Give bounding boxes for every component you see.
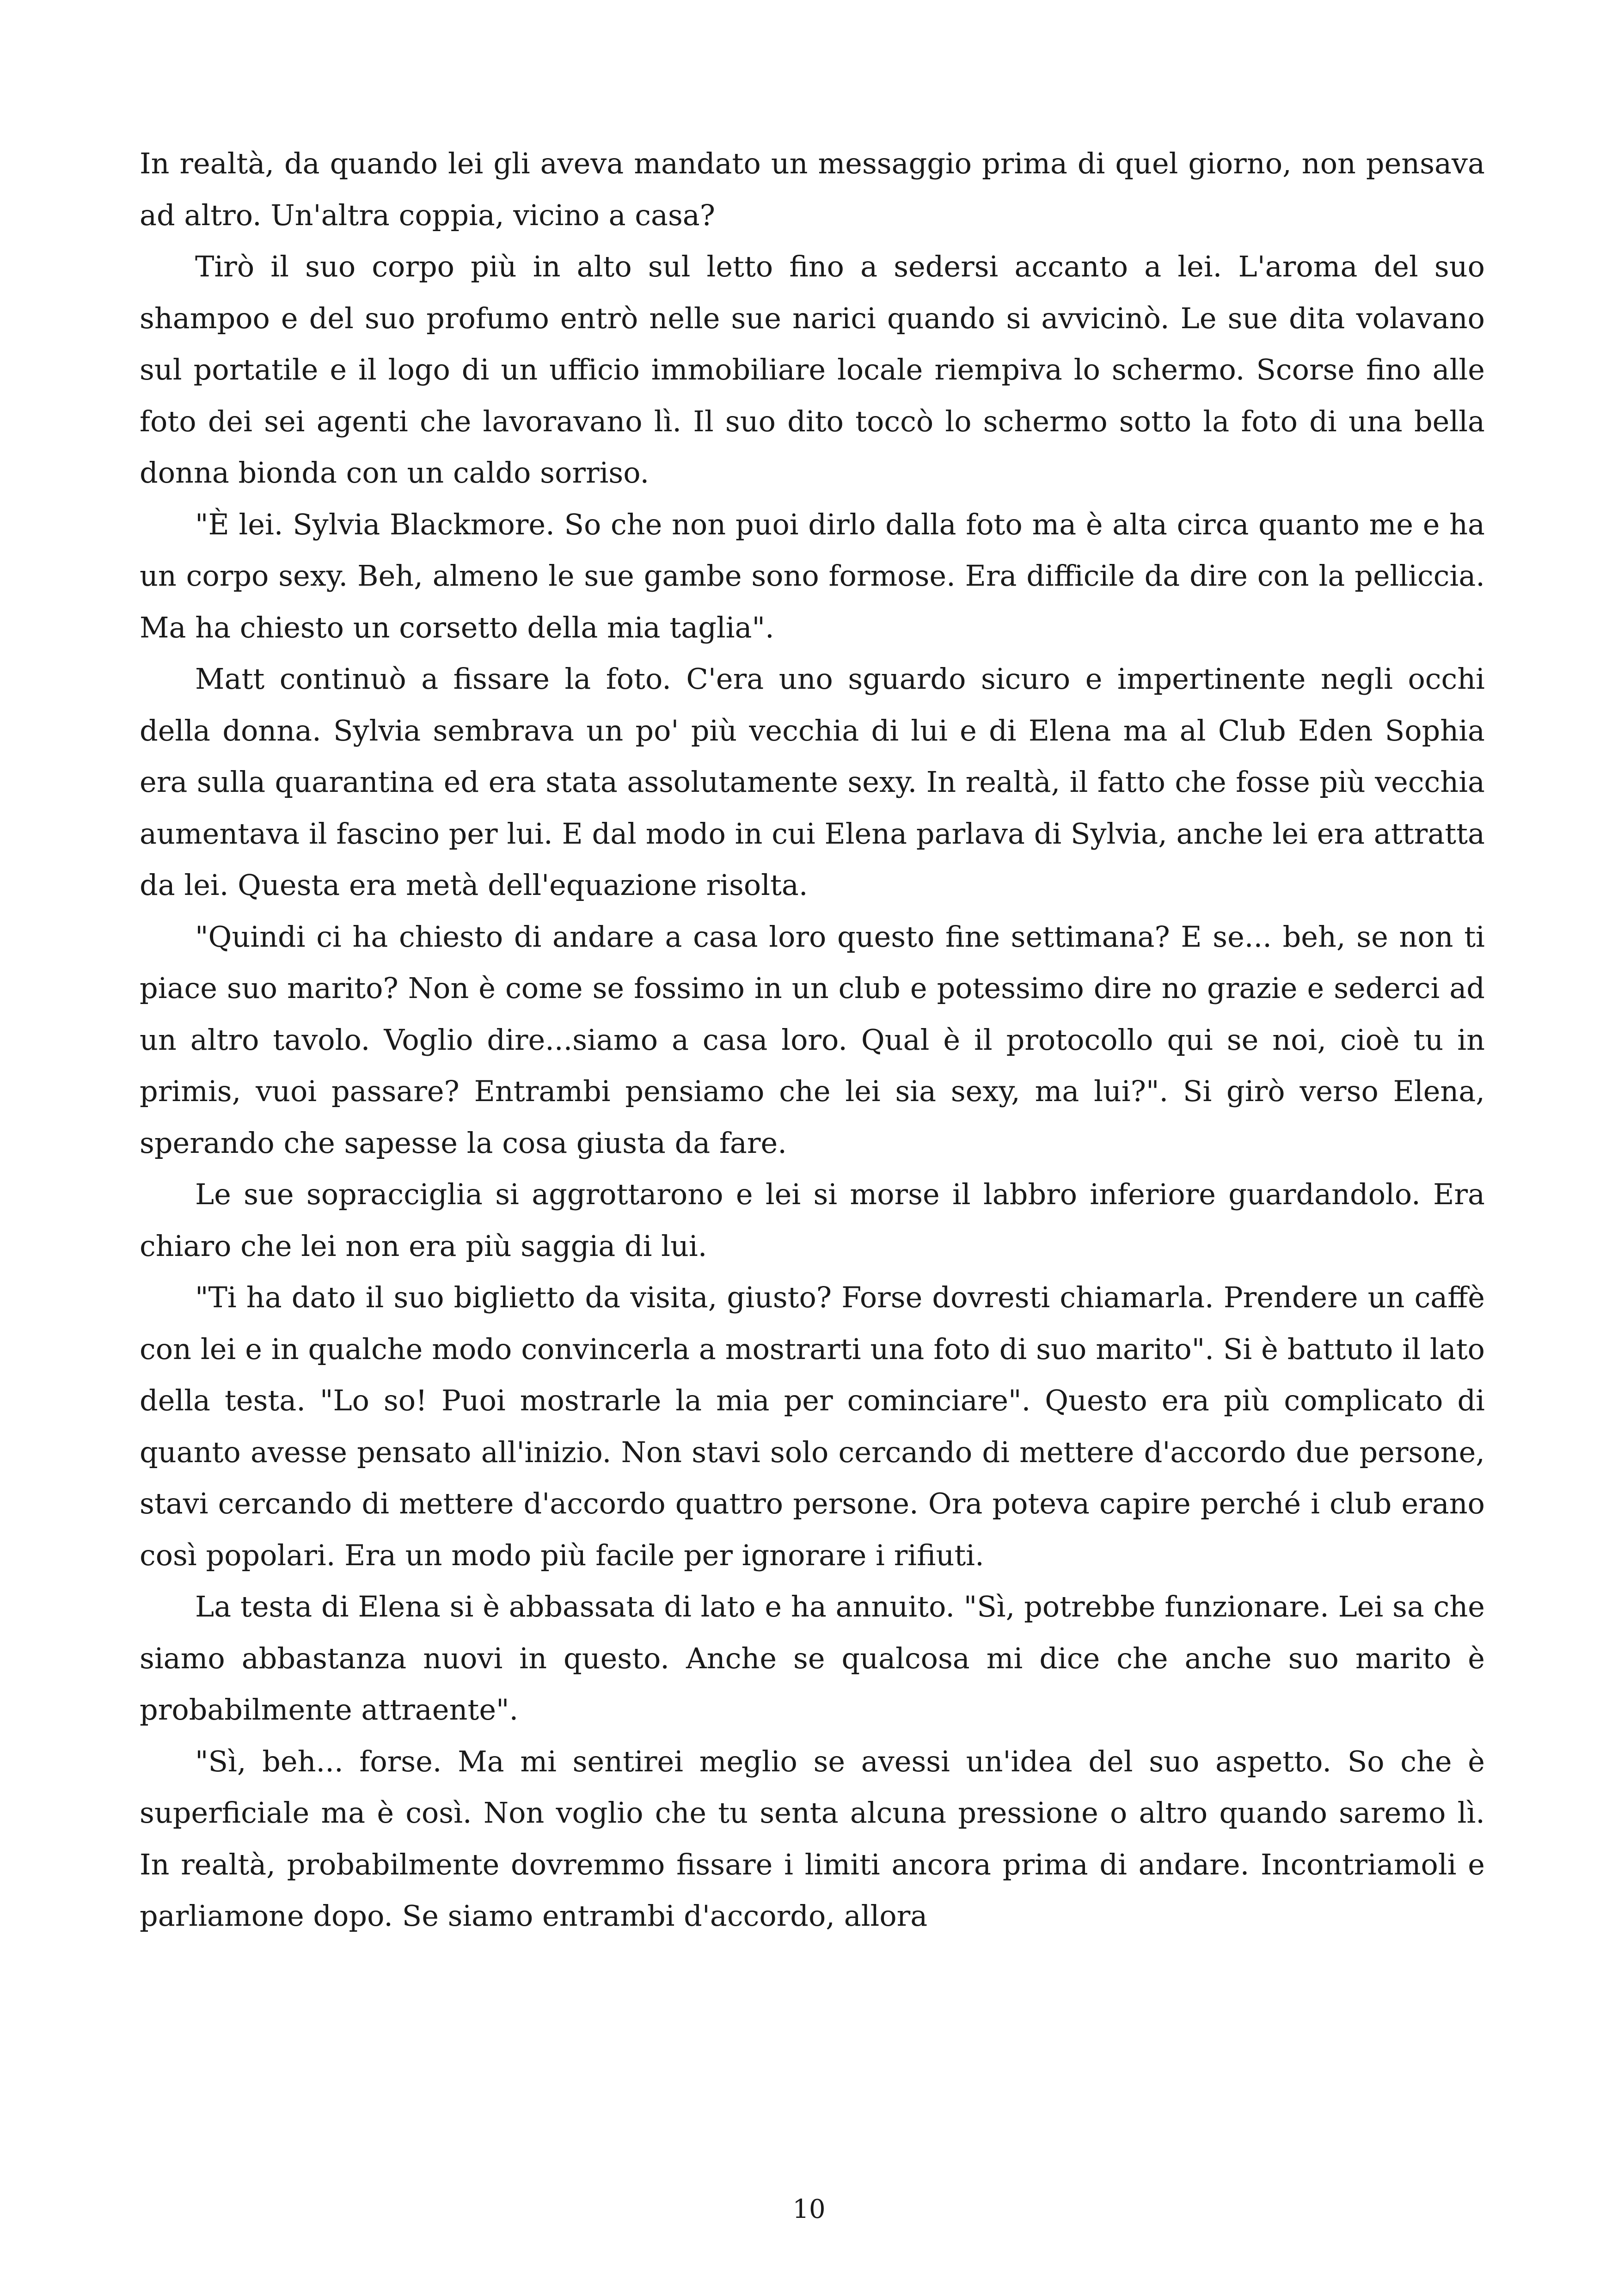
body-text — [140, 138, 1485, 1942]
paragraph: "È lei. Sylvia Blackmore. So che non puoi dirlo dalla foto ma è alta circa quanto me e ha un corpo sexy. Beh, almeno le sue gambe sono formose. Era difficile da dire con la pelliccia. Ma ha chiesto un corsetto della mia taglia". — [140, 507, 1485, 644]
paragraph: "Ti ha dato il suo biglietto da visita, giusto? Forse dovresti chiamarla. Prendere un caffè con lei e in qualche modo convincerla a mostrarti una foto di suo marito". Si è battuto il lato della testa. "Lo so! Puoi mostrarle la mia per cominciare". Questo era più complicato di quanto avesse pensato all'inizio. Non stavi solo cercando di mettere d'accordo due persone, stavi cercando di mettere d'accordo quattro persone. Ora poteva capire perché i club erano così popolari. Era un modo più facile per ignorare i rifiuti. — [140, 1280, 1485, 1572]
paragraph: "Quindi ci ha chiesto di andare a casa loro questo fine settimana? E se... beh, se non ti piace suo marito? Non è come se fossimo in un club e potessimo dire no grazie e sederci ad un altro tavolo. Voglio dire...siamo a casa loro. Qual è il protocollo qui se noi, cioè tu in primis, vuoi passare? Entrambi pensiamo che lei sia sexy, ma lui?". Si girò verso Elena, sperando che sapesse la cosa giusta da fare. — [140, 919, 1485, 1160]
paragraph: "Sì, beh... forse. Ma mi sentirei meglio se avessi un'idea del suo aspetto. So che è superficiale ma è così. Non voglio che tu senta alcuna pressione o altro quando saremo lì. In realtà, probabilmente dovremmo fissare i limiti ancora prima di andare. Incontriamoli e parliamone dopo. Se siamo entrambi d'accordo, allora — [140, 1744, 1485, 1933]
paragraph: In realtà, da quando lei gli aveva mandato un messaggio prima di quel giorno, non pensava ad altro. Un'altra coppia, vicino a casa? — [140, 147, 1485, 232]
paragraph: Le sue sopracciglia si aggrottarono e lei si morse il labbro inferiore guardandolo. Era chiaro che lei non era più saggia di lui. — [140, 1177, 1485, 1263]
page-number: 10 — [792, 2194, 826, 2224]
paragraph: Tirò il suo corpo più in alto sul letto fino a sedersi accanto a lei. L'aroma del suo shampoo e del suo profumo entrò nelle sue narici quando si avvicinò. Le sue dita volavano sul portatile e il logo di un ufficio immobiliare locale riempiva lo schermo. Scorse fino alle foto dei sei agenti che lavoravano lì. Il suo dito toccò lo schermo sotto la foto di una bella donna bionda con un caldo sorriso. — [140, 250, 1485, 490]
paragraph: La testa di Elena si è abbassata di lato e ha annuito. "Sì, potrebbe funzionare. Lei sa che siamo abbastanza nuovi in questo. Anche se qualcosa mi dice che anche suo marito è probabilmente attraente". — [140, 1590, 1485, 1727]
paragraph: Matt continuò a fissare la foto. C'era uno sguardo sicuro e impertinente negli occhi della donna. Sylvia sembrava un po' più vecchia di lui e di Elena ma al Club Eden Sophia era sulla quarantina ed era stata assolutamente sexy. In realtà, il fatto che fosse più vecchia aumentava il fascino per lui. E dal modo in cui Elena parlava di Sylvia, anche lei era attratta da lei. Questa era metà dell'equazione risolta. — [140, 662, 1485, 902]
